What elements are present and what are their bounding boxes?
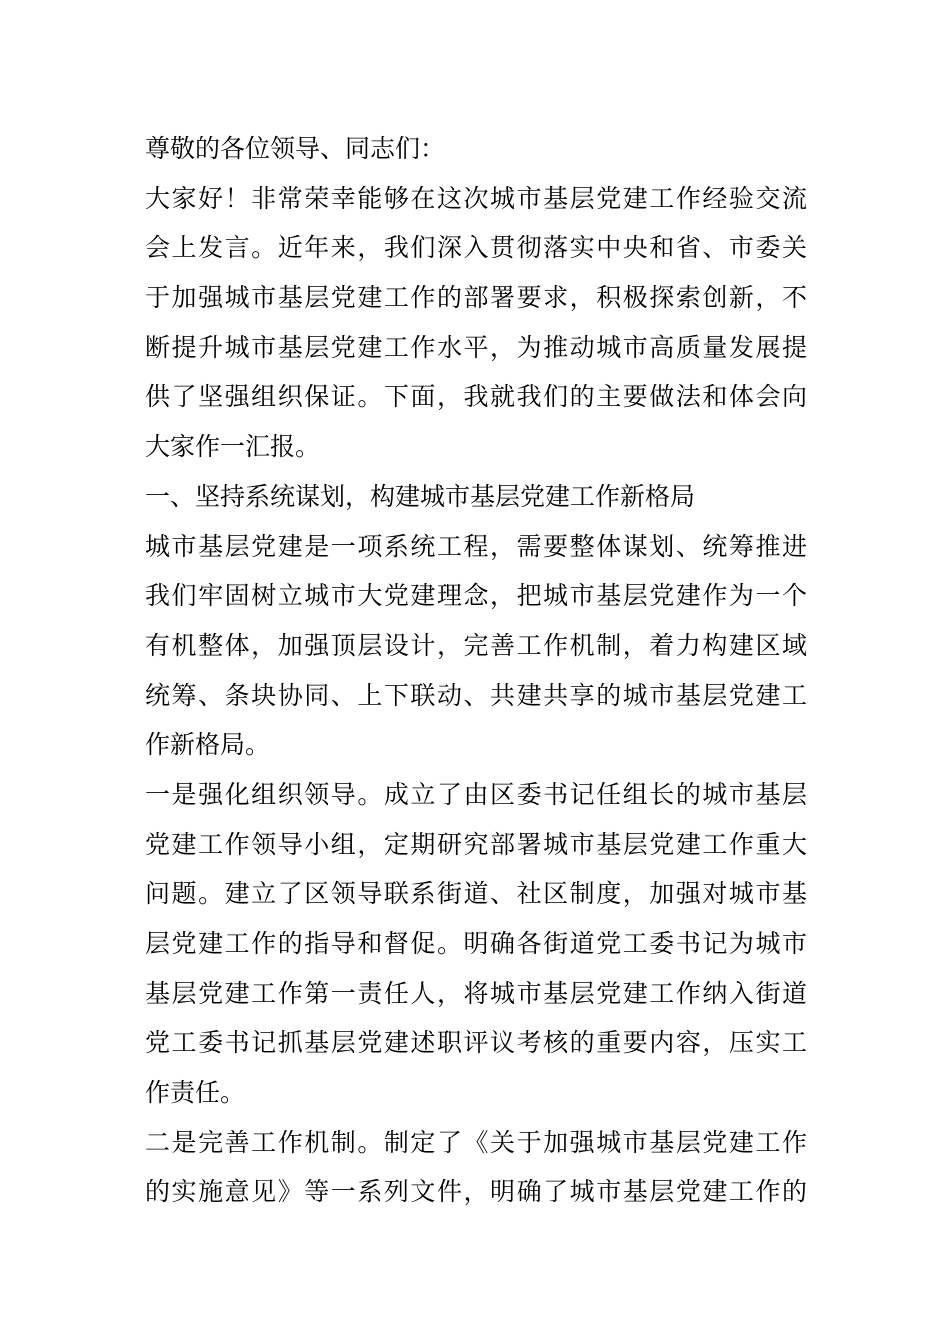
text-line: 断提升城市基层党建工作水平，为推动城市高质量发展提 bbox=[145, 332, 807, 362]
text-line: 我们牢固树立城市大党建理念，把城市基层党建作为一个 bbox=[145, 581, 807, 611]
text-line: 于加强城市基层党建工作的部署要求，积极探索创新，不 bbox=[145, 283, 807, 313]
text-line: 有机整体，加强顶层设计，完善工作机制，着力构建区域 bbox=[145, 630, 807, 660]
speech-text bbox=[145, 124, 807, 1217]
text-line: 作新格局。 bbox=[145, 730, 271, 760]
text-line: 党建工作领导小组，定期研究部署城市基层党建工作重大 bbox=[145, 829, 807, 859]
text-line: 基层党建工作第一责任人，将城市基层党建工作纳入街道 bbox=[145, 978, 807, 1008]
text-line: 的实施意见》等一系列文件，明确了城市基层党建工作的 bbox=[145, 1177, 807, 1207]
text-line: 作责任。 bbox=[145, 1078, 246, 1108]
text-line: 二是完善工作机制。制定了《关于加强城市基层党建工作 bbox=[145, 1127, 807, 1157]
text-line: 城市基层党建是一项系统工程，需要整体谋划、统筹推进 bbox=[145, 531, 807, 561]
text-line: 层党建工作的指导和督促。明确各街道党工委书记为城市 bbox=[145, 929, 807, 958]
text-line: 大家作一汇报。 bbox=[145, 432, 321, 462]
salutation-line: 尊敬的各位领导、同志们： bbox=[145, 134, 446, 163]
text-line: 统筹、条块协同、上下联动、共建共享的城市基层党建工 bbox=[145, 680, 807, 710]
text-line: 供了坚强组织保证。下面，我就我们的主要做法和体会向 bbox=[145, 382, 807, 412]
text-line: 会上发言。近年来，我们深入贯彻落实中央和省、市委关 bbox=[145, 233, 807, 263]
text-line: 一是强化组织领导。成立了由区委书记任组长的城市基层 bbox=[145, 779, 807, 809]
text-line: 问题。建立了区领导联系街道、社区制度，加强对城市基 bbox=[145, 879, 807, 909]
text-line: 党工委书记抓基层党建述职评议考核的重要内容，压实工 bbox=[145, 1028, 807, 1058]
section-heading: 一、坚持系统谋划，构建城市基层党建工作新格局 bbox=[145, 481, 696, 511]
text-line: 大家好！非常荣幸能够在这次城市基层党建工作经验交流 bbox=[145, 183, 807, 213]
